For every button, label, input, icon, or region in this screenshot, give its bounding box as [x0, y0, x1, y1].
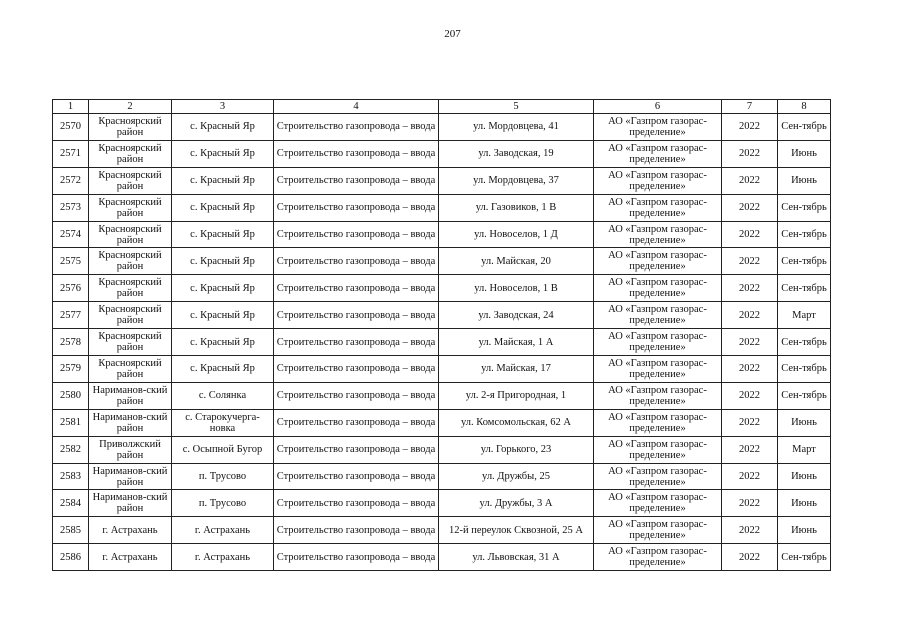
table-row	[53, 356, 831, 383]
col-header: 5	[439, 100, 594, 114]
locality-cell: с. Красный Яр	[172, 356, 274, 383]
table-row	[53, 221, 831, 248]
district-cell: Красноярский район	[89, 167, 172, 194]
table-row	[53, 194, 831, 221]
col-header: 1	[53, 100, 89, 114]
organization-cell: АО «Газпром газорас-пределение»	[594, 167, 722, 194]
month-cell: Июнь	[778, 517, 831, 544]
organization-cell: АО «Газпром газорас-пределение»	[594, 382, 722, 409]
month-cell: Сен-тябрь	[778, 248, 831, 275]
year-cell: 2022	[722, 517, 778, 544]
district-cell: Красноярский район	[89, 356, 172, 383]
locality-cell: г. Астрахань	[172, 544, 274, 571]
year-cell: 2022	[722, 194, 778, 221]
locality-cell: с. Красный Яр	[172, 221, 274, 248]
work-type-cell: Строительство газопровода – ввода	[274, 409, 439, 436]
row-number-cell: 2581	[53, 409, 89, 436]
district-cell: Красноярский район	[89, 248, 172, 275]
year-cell: 2022	[722, 463, 778, 490]
table-row	[53, 329, 831, 356]
month-cell: Сен-тябрь	[778, 114, 831, 141]
row-number-cell: 2570	[53, 114, 89, 141]
locality-cell: г. Астрахань	[172, 517, 274, 544]
work-type-cell: Строительство газопровода – ввода	[274, 356, 439, 383]
locality-cell: с. Красный Яр	[172, 140, 274, 167]
row-number-cell: 2583	[53, 463, 89, 490]
locality-cell: с. Красный Яр	[172, 167, 274, 194]
locality-cell: п. Трусово	[172, 463, 274, 490]
col-header: 8	[778, 100, 831, 114]
col-header: 4	[274, 100, 439, 114]
table-row	[53, 436, 831, 463]
locality-cell: с. Красный Яр	[172, 248, 274, 275]
row-number-cell: 2577	[53, 302, 89, 329]
year-cell: 2022	[722, 275, 778, 302]
year-cell: 2022	[722, 409, 778, 436]
address-cell: ул. Майская, 17	[439, 356, 594, 383]
locality-cell: с. Красный Яр	[172, 194, 274, 221]
table-row	[53, 248, 831, 275]
work-type-cell: Строительство газопровода – ввода	[274, 329, 439, 356]
address-cell: ул. Майская, 20	[439, 248, 594, 275]
address-cell: 12-й переулок Сквозной, 25 А	[439, 517, 594, 544]
work-type-cell: Строительство газопровода – ввода	[274, 167, 439, 194]
table-row	[53, 409, 831, 436]
table-row	[53, 517, 831, 544]
locality-cell: с. Красный Яр	[172, 329, 274, 356]
address-cell: ул. Заводская, 24	[439, 302, 594, 329]
district-cell: Нариманов-ский район	[89, 409, 172, 436]
row-number-cell: 2574	[53, 221, 89, 248]
month-cell: Июнь	[778, 463, 831, 490]
locality-cell: с. Красный Яр	[172, 302, 274, 329]
month-cell: Март	[778, 436, 831, 463]
work-type-cell: Строительство газопровода – ввода	[274, 463, 439, 490]
table-row	[53, 544, 831, 571]
locality-cell: с. Осыпной Бугор	[172, 436, 274, 463]
year-cell: 2022	[722, 382, 778, 409]
organization-cell: АО «Газпром газорас-пределение»	[594, 544, 722, 571]
table-row	[53, 302, 831, 329]
address-cell: ул. Майская, 1 А	[439, 329, 594, 356]
organization-cell: АО «Газпром газорас-пределение»	[594, 248, 722, 275]
organization-cell: АО «Газпром газорас-пределение»	[594, 221, 722, 248]
work-type-cell: Строительство газопровода – ввода	[274, 275, 439, 302]
address-cell: ул. Комсомольская, 62 А	[439, 409, 594, 436]
row-number-cell: 2573	[53, 194, 89, 221]
work-type-cell: Строительство газопровода – ввода	[274, 114, 439, 141]
row-number-cell: 2585	[53, 517, 89, 544]
address-cell: ул. Дружбы, 3 А	[439, 490, 594, 517]
work-type-cell: Строительство газопровода – ввода	[274, 221, 439, 248]
locality-cell: с. Красный Яр	[172, 275, 274, 302]
organization-cell: АО «Газпром газорас-пределение»	[594, 114, 722, 141]
row-number-cell: 2571	[53, 140, 89, 167]
organization-cell: АО «Газпром газорас-пределение»	[594, 517, 722, 544]
table-row	[53, 140, 831, 167]
district-cell: Приволжский район	[89, 436, 172, 463]
organization-cell: АО «Газпром газорас-пределение»	[594, 140, 722, 167]
organization-cell: АО «Газпром газорас-пределение»	[594, 275, 722, 302]
month-cell: Сен-тябрь	[778, 221, 831, 248]
district-cell: Красноярский район	[89, 275, 172, 302]
year-cell: 2022	[722, 114, 778, 141]
table-row	[53, 490, 831, 517]
year-cell: 2022	[722, 490, 778, 517]
year-cell: 2022	[722, 329, 778, 356]
year-cell: 2022	[722, 221, 778, 248]
year-cell: 2022	[722, 302, 778, 329]
row-number-cell: 2584	[53, 490, 89, 517]
address-cell: ул. Горького, 23	[439, 436, 594, 463]
table-row	[53, 463, 831, 490]
organization-cell: АО «Газпром газорас-пределение»	[594, 194, 722, 221]
organization-cell: АО «Газпром газорас-пределение»	[594, 329, 722, 356]
month-cell: Март	[778, 302, 831, 329]
month-cell: Июнь	[778, 167, 831, 194]
year-cell: 2022	[722, 248, 778, 275]
address-cell: ул. Новоселов, 1 В	[439, 275, 594, 302]
col-header: 6	[594, 100, 722, 114]
year-cell: 2022	[722, 356, 778, 383]
table-row	[53, 382, 831, 409]
district-cell: Красноярский район	[89, 114, 172, 141]
year-cell: 2022	[722, 140, 778, 167]
locality-cell: с. Красный Яр	[172, 114, 274, 141]
address-cell: ул. Газовиков, 1 В	[439, 194, 594, 221]
work-type-cell: Строительство газопровода – ввода	[274, 436, 439, 463]
month-cell: Июнь	[778, 409, 831, 436]
work-type-cell: Строительство газопровода – ввода	[274, 544, 439, 571]
year-cell: 2022	[722, 436, 778, 463]
row-number-cell: 2576	[53, 275, 89, 302]
organization-cell: АО «Газпром газорас-пределение»	[594, 302, 722, 329]
table-row	[53, 114, 831, 141]
address-cell: ул. Львовская, 31 А	[439, 544, 594, 571]
district-cell: Нариманов-ский район	[89, 382, 172, 409]
row-number-cell: 2580	[53, 382, 89, 409]
year-cell: 2022	[722, 544, 778, 571]
address-cell: ул. Мордовцева, 41	[439, 114, 594, 141]
work-type-cell: Строительство газопровода – ввода	[274, 248, 439, 275]
district-cell: г. Астрахань	[89, 544, 172, 571]
month-cell: Сен-тябрь	[778, 356, 831, 383]
organization-cell: АО «Газпром газорас-пределение»	[594, 409, 722, 436]
district-cell: Красноярский район	[89, 194, 172, 221]
work-type-cell: Строительство газопровода – ввода	[274, 382, 439, 409]
row-number-cell: 2575	[53, 248, 89, 275]
month-cell: Сен-тябрь	[778, 275, 831, 302]
col-header: 3	[172, 100, 274, 114]
table-row	[53, 167, 831, 194]
district-cell: Нариманов-ский район	[89, 490, 172, 517]
district-cell: Красноярский район	[89, 140, 172, 167]
locality-cell: п. Трусово	[172, 490, 274, 517]
locality-cell: с. Солянка	[172, 382, 274, 409]
organization-cell: АО «Газпром газорас-пределение»	[594, 436, 722, 463]
page-number: 207	[444, 28, 461, 40]
col-header: 2	[89, 100, 172, 114]
row-number-cell: 2579	[53, 356, 89, 383]
address-cell: ул. Дружбы, 25	[439, 463, 594, 490]
work-type-cell: Строительство газопровода – ввода	[274, 490, 439, 517]
address-cell: ул. 2-я Пригородная, 1	[439, 382, 594, 409]
month-cell: Сен-тябрь	[778, 329, 831, 356]
locality-cell: с. Старокучерга-новка	[172, 409, 274, 436]
organization-cell: АО «Газпром газорас-пределение»	[594, 356, 722, 383]
district-cell: Красноярский район	[89, 302, 172, 329]
year-cell: 2022	[722, 167, 778, 194]
col-header: 7	[722, 100, 778, 114]
gas-pipeline-table	[52, 99, 831, 571]
district-cell: Красноярский район	[89, 221, 172, 248]
month-cell: Июнь	[778, 490, 831, 517]
month-cell: Сен-тябрь	[778, 382, 831, 409]
district-cell: г. Астрахань	[89, 517, 172, 544]
work-type-cell: Строительство газопровода – ввода	[274, 194, 439, 221]
month-cell: Июнь	[778, 140, 831, 167]
row-number-cell: 2578	[53, 329, 89, 356]
row-number-cell: 2586	[53, 544, 89, 571]
district-cell: Красноярский район	[89, 329, 172, 356]
address-cell: ул. Мордовцева, 37	[439, 167, 594, 194]
column-number-row	[53, 100, 831, 114]
work-type-cell: Строительство газопровода – ввода	[274, 140, 439, 167]
address-cell: ул. Заводская, 19	[439, 140, 594, 167]
table-body	[53, 114, 831, 571]
row-number-cell: 2572	[53, 167, 89, 194]
work-type-cell: Строительство газопровода – ввода	[274, 517, 439, 544]
table-row	[53, 275, 831, 302]
month-cell: Сен-тябрь	[778, 194, 831, 221]
row-number-cell: 2582	[53, 436, 89, 463]
work-type-cell: Строительство газопровода – ввода	[274, 302, 439, 329]
organization-cell: АО «Газпром газорас-пределение»	[594, 490, 722, 517]
month-cell: Сен-тябрь	[778, 544, 831, 571]
district-cell: Нариманов-ский район	[89, 463, 172, 490]
organization-cell: АО «Газпром газорас-пределение»	[594, 463, 722, 490]
address-cell: ул. Новоселов, 1 Д	[439, 221, 594, 248]
